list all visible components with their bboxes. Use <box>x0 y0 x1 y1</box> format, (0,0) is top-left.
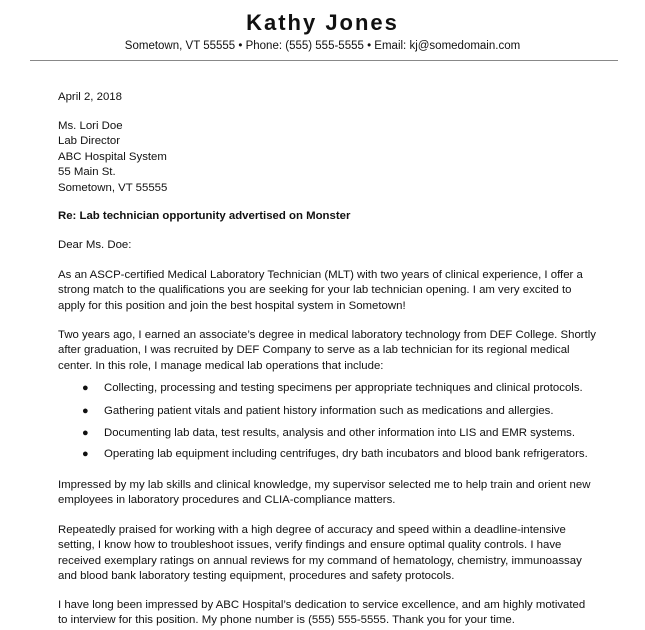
letter-date: April 2, 2018 <box>58 91 122 103</box>
text-line: Repeatedly praised for working with a high degree of accuracy and speed within a deadline-intensive <box>58 524 566 536</box>
text-line: apply for this position and join the best hospital system in Sometown! <box>58 299 406 312</box>
letter-name: Kathy Jones <box>246 10 399 35</box>
text-line: Impressed by my lab skills and clinical knowledge, my supervisor selected me to help train and orient new <box>58 479 591 491</box>
text-line: to interview for this position. My phone number is (555) 555-5555. Thank you for your time. <box>58 614 515 627</box>
text-line: Two years ago, I earned an associate’s degree in medical laboratory technology from DEF College. Shortly <box>58 329 596 341</box>
recipient-line: Sometown, VT 55555 <box>58 181 168 194</box>
text-line: after graduation, I was recruited by DEF Company to serve as a lab technician for its regional medical <box>58 344 570 357</box>
recipient-line: Lab Director <box>58 135 121 148</box>
list-item: Documenting lab data, test results, analysis and other information into LIS and EMR systems. <box>104 427 576 439</box>
recipient-line: Ms. Lori Doe <box>58 120 123 132</box>
text-line: I have long been impressed by ABC Hospital’s dedication to service excellence, and am highly motivated <box>58 599 586 611</box>
subject-line: Re: Lab technician opportunity advertised on Monster <box>58 210 351 222</box>
recipient-address <box>58 119 167 196</box>
text-line: employees in laboratory procedures and CLIA-compliance matters. <box>58 494 396 507</box>
text-line: received exemplary ratings on annual reviews for my command of hematology, chemistry, immunoassay <box>58 554 582 567</box>
bullet-icon: ● <box>82 405 89 417</box>
salutation: Dear Ms. Doe: <box>58 239 132 251</box>
list-item: Operating lab equipment including centrifuges, dry bath incubators and blood bank refrigerators. <box>104 448 588 460</box>
paragraph-3 <box>58 478 590 509</box>
list-item: Collecting, processing and testing specimens per appropriate techniques and clinical protocols. <box>104 382 583 394</box>
text-line: center. In this role, I manage medical lab operations that include: <box>58 359 384 372</box>
header-divider <box>30 60 618 61</box>
bullet-icon: ● <box>82 382 89 394</box>
text-line: and blood bank laboratory testing equipment, procedures and safety protocols. <box>58 570 455 583</box>
contact-line: Sometown, VT 55555 • Phone: (555) 555-5555 • Email: kj@somedomain.com <box>124 40 521 52</box>
paragraph-4 <box>58 523 582 585</box>
list-item: Gathering patient vitals and patient history information such as medications and allergies. <box>104 405 554 417</box>
paragraph-2 <box>58 328 596 374</box>
recipient-line: 55 Main St. <box>58 166 116 179</box>
paragraph-1 <box>58 268 583 314</box>
text-line: strong match to the qualifications you are seeking for your lab technician opening. I am very excited to <box>58 284 572 297</box>
bullet-icon: ● <box>82 427 89 439</box>
bullet-icon: ● <box>82 448 89 460</box>
recipient-line: ABC Hospital System <box>58 150 167 163</box>
text-line: setting, I know how to troubleshoot issues, verify findings and ensure optimal quality controls. I have <box>58 539 562 552</box>
text-line: As an ASCP-certified Medical Laboratory Technician (MLT) with two years of clinical experience, I offer a <box>58 269 583 281</box>
paragraph-5 <box>58 598 585 629</box>
